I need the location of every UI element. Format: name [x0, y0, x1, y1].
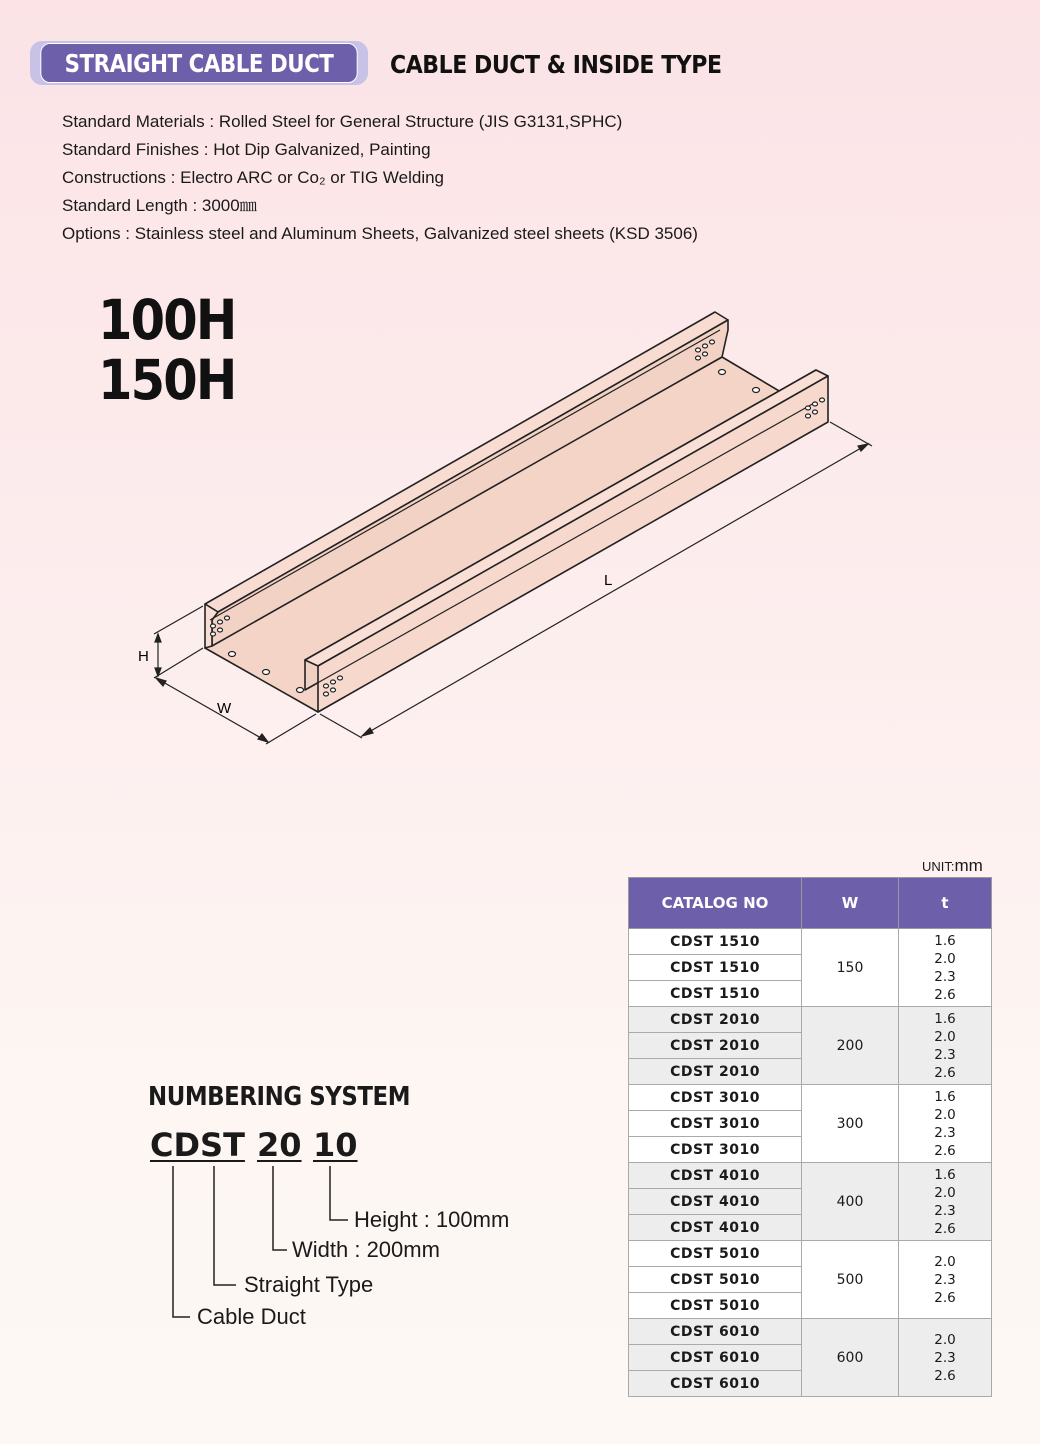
catalog-cell: CDST 1510	[629, 955, 802, 981]
catalog-cell: CDST 1510	[629, 981, 802, 1007]
numbering-title: NUMBERING SYSTEM	[148, 1082, 411, 1112]
spec-length: Standard Length : 3000㎜	[62, 196, 257, 215]
spec-options: Options : Stainless steel and Aluminum Sheets, Galvanized steel sheets (KSD 3506)	[62, 224, 698, 243]
catalog-cell: CDST 5010	[629, 1267, 802, 1293]
header-t: t	[899, 878, 992, 929]
width-cell: 300	[802, 1085, 899, 1163]
code-height: 10	[313, 1126, 358, 1164]
thickness-cell: 2.0 2.3 2.6	[899, 1319, 992, 1397]
width-cell: 150	[802, 929, 899, 1007]
page-subtitle: CABLE DUCT & INSIDE TYPE	[390, 50, 722, 79]
label-w: W	[217, 700, 232, 717]
catalog-cell: CDST 5010	[629, 1241, 802, 1267]
catalog-cell: CDST 3010	[629, 1111, 802, 1137]
thickness-cell: 1.6 2.0 2.3 2.6	[899, 929, 992, 1007]
label-h: H	[138, 648, 149, 665]
label-straight-type: Straight Type	[244, 1272, 374, 1297]
catalog-cell: CDST 2010	[629, 1059, 802, 1085]
catalog-cell: CDST 6010	[629, 1371, 802, 1397]
height-150h: 150H	[98, 348, 236, 412]
label-l: L	[604, 572, 613, 589]
catalog-cell: CDST 3010	[629, 1137, 802, 1163]
label-height: Height : 100mm	[354, 1207, 510, 1232]
header-w: W	[802, 878, 899, 929]
header-catalog-no: CATALOG NO	[629, 878, 802, 929]
catalog-cell: CDST 2010	[629, 1033, 802, 1059]
catalog-cell: CDST 4010	[629, 1163, 802, 1189]
catalog-cell: CDST 4010	[629, 1189, 802, 1215]
spec-constructions: Constructions : Electro ARC or Co₂ or TIG Welding	[62, 168, 445, 187]
width-cell: 600	[802, 1319, 899, 1397]
catalog-cell: CDST 4010	[629, 1215, 802, 1241]
catalog-cell: CDST 3010	[629, 1085, 802, 1111]
unit-label: UNIT:mm	[922, 856, 983, 875]
width-cell: 500	[802, 1241, 899, 1319]
thickness-cell: 1.6 2.0 2.3 2.6	[899, 1163, 992, 1241]
thickness-cell: 1.6 2.0 2.3 2.6	[899, 1085, 992, 1163]
height-100h: 100H	[98, 288, 236, 352]
spec-materials: Standard Materials : Rolled Steel for General Structure (JIS G3131,SPHC)	[62, 112, 623, 131]
width-cell: 200	[802, 1007, 899, 1085]
thickness-cell: 2.0 2.3 2.6	[899, 1241, 992, 1319]
code-width: 20	[257, 1126, 302, 1164]
width-cell: 400	[802, 1163, 899, 1241]
catalog-cell: CDST 6010	[629, 1345, 802, 1371]
code-cdst: CDST	[150, 1126, 245, 1164]
label-width: Width : 200mm	[292, 1237, 440, 1262]
label-cable-duct: Cable Duct	[197, 1304, 306, 1329]
catalog-cell: CDST 2010	[629, 1007, 802, 1033]
title-badge-text: STRAIGHT CABLE DUCT	[40, 43, 357, 83]
catalog-cell: CDST 5010	[629, 1293, 802, 1319]
catalog-cell: CDST 1510	[629, 929, 802, 955]
catalog-cell: CDST 6010	[629, 1319, 802, 1345]
thickness-cell: 1.6 2.0 2.3 2.6	[899, 1007, 992, 1085]
spec-finishes: Standard Finishes : Hot Dip Galvanized, Painting	[62, 140, 431, 159]
